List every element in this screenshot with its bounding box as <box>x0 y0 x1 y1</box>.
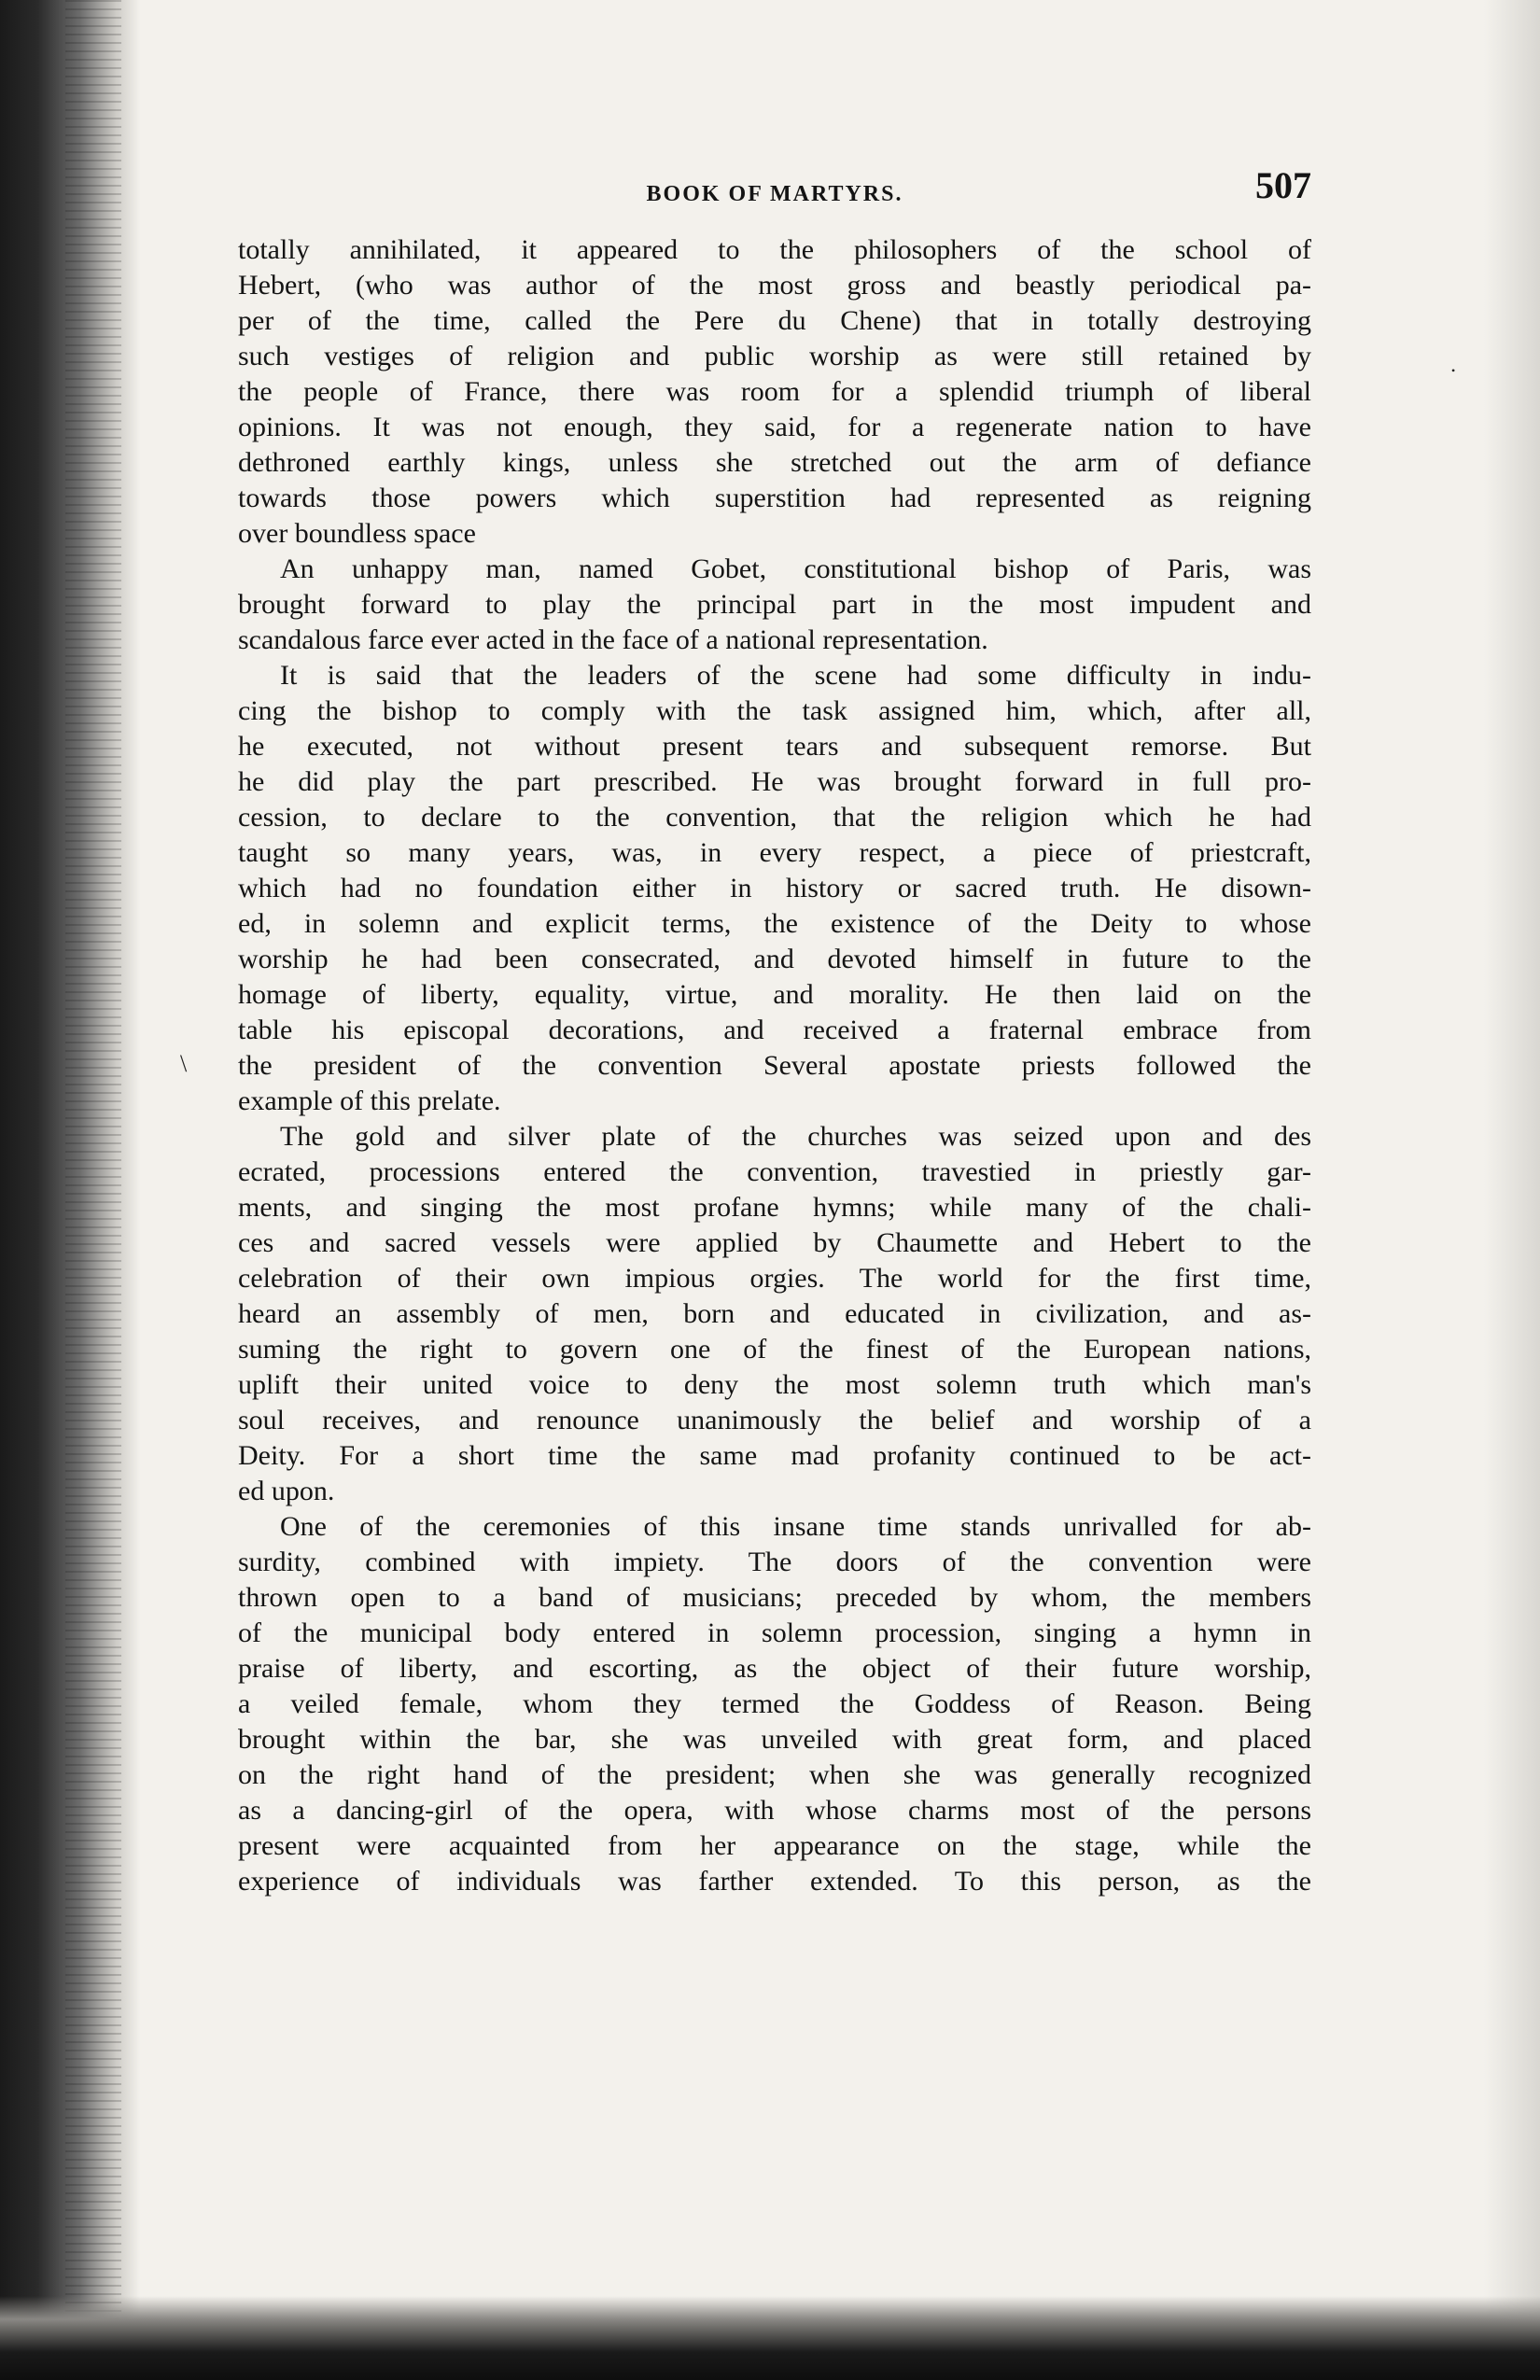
stray-dot: • <box>1451 364 1456 377</box>
page-header <box>238 163 1311 229</box>
text-line: table his episcopal decorations, and received a fraternal embrace from <box>238 1015 1311 1045</box>
book-page <box>238 163 1311 1899</box>
text-line: a veiled female, whom they termed the Goddess of Reason. Being <box>238 1688 1311 1719</box>
body-text <box>238 232 1311 1899</box>
text-line: opinions. It was not enough, they said, for a regenerate nation to have <box>238 412 1311 442</box>
text-line: Deity. For a short time the same mad profanity continued to be act- <box>238 1440 1311 1471</box>
text-line: homage of liberty, equality, virtue, and morality. He then laid on the <box>238 979 1311 1010</box>
text-line: cession, to declare to the convention, that the religion which he had <box>238 802 1311 833</box>
scan-bottom-edge <box>0 2296 1540 2380</box>
text-line: of the municipal body entered in solemn procession, singing a hymn in <box>238 1617 1311 1648</box>
text-line: ed upon. <box>238 1476 335 1506</box>
text-line: ments, and singing the most profane hymns; while many of the chali- <box>238 1192 1311 1223</box>
text-line: he did play the part prescribed. He was brought forward in full pro- <box>238 766 1311 797</box>
text-line: surdity, combined with impiety. The doors of the convention were <box>238 1547 1311 1577</box>
text-line: cing the bishop to comply with the task assigned him, which, after all, <box>238 695 1311 726</box>
text-line: Hebert, (who was author of the most gross and beastly periodical pa- <box>238 270 1311 301</box>
text-line: as a dancing-girl of the opera, with whose charms most of the persons <box>238 1795 1311 1826</box>
text-line: celebration of their own impious orgies. The world for the first time, <box>238 1263 1311 1294</box>
text-line: brought forward to play the principal part in the most impudent and <box>238 589 1311 620</box>
text-line: suming the right to govern one of the finest of the European nations, <box>238 1334 1311 1365</box>
text-line: which had no foundation either in history or sacred truth. He disown- <box>238 873 1311 903</box>
text-line: the people of France, there was room for a splendid triumph of liberal <box>238 376 1311 407</box>
scan-left-fibers <box>65 0 121 2380</box>
text-line: on the right hand of the president; when she was generally recognized <box>238 1759 1311 1790</box>
text-line: ces and sacred vessels were applied by Chaumette and Hebert to the <box>238 1227 1311 1258</box>
text-line: scandalous farce ever acted in the face of a national representation. <box>238 624 988 655</box>
text-line: such vestiges of religion and public worship as were still retained by <box>238 341 1311 371</box>
text-line: ecrated, processions entered the convention, travestied in priestly gar- <box>238 1156 1311 1187</box>
text-line: taught so many years, was, in every respect, a piece of priestcraft, <box>238 837 1311 868</box>
text-line: One of the ceremonies of this insane time stands unrivalled for ab- <box>280 1511 1311 1542</box>
text-line: An unhappy man, named Gobet, constitutional bishop of Paris, was <box>280 553 1311 584</box>
text-line: example of this prelate. <box>238 1085 501 1116</box>
text-line: praise of liberty, and escorting, as the object of their future worship, <box>238 1653 1311 1684</box>
page-number: 507 <box>1255 164 1311 206</box>
text-line: soul receives, and renounce unanimously the belief and worship of a <box>238 1405 1311 1435</box>
text-line: ed, in solemn and explicit terms, the existence of the Deity to whose <box>238 908 1311 939</box>
text-line: thrown open to a band of musicians; preceded by whom, the members <box>238 1582 1311 1613</box>
text-line: over boundless space <box>238 518 476 549</box>
text-line: worship he had been consecrated, and devoted himself in future to the <box>238 944 1311 974</box>
text-line: present were acquainted from her appearance on the stage, while the <box>238 1830 1311 1861</box>
text-line: uplift their united voice to deny the most solemn truth which man's <box>238 1369 1311 1400</box>
text-line: The gold and silver plate of the churches was seized upon and des <box>280 1121 1311 1152</box>
text-line: he executed, not without present tears and subsequent remorse. But <box>238 731 1311 762</box>
running-title: BOOK OF MARTYRS. <box>646 182 903 206</box>
text-line: the president of the convention Several apostate priests followed the <box>238 1050 1311 1081</box>
scan-right-edge <box>1484 0 1540 2380</box>
text-line: It is said that the leaders of the scene had some difficulty in indu- <box>280 660 1311 691</box>
text-line: experience of individuals was farther extended. To this person, as the <box>238 1866 1311 1897</box>
text-line: totally annihilated, it appeared to the philosophers of the school of <box>238 234 1311 265</box>
text-line: brought within the bar, she was unveiled with great form, and placed <box>238 1724 1311 1755</box>
text-line: per of the time, called the Pere du Chene) that in totally destroying <box>238 305 1311 336</box>
stray-mark: \ <box>180 1050 188 1077</box>
text-line: towards those powers which superstition had represented as reigning <box>238 483 1311 513</box>
text-line: dethroned earthly kings, unless she stretched out the arm of defiance <box>238 447 1311 478</box>
text-line: heard an assembly of men, born and educated in civilization, and as- <box>238 1298 1311 1329</box>
